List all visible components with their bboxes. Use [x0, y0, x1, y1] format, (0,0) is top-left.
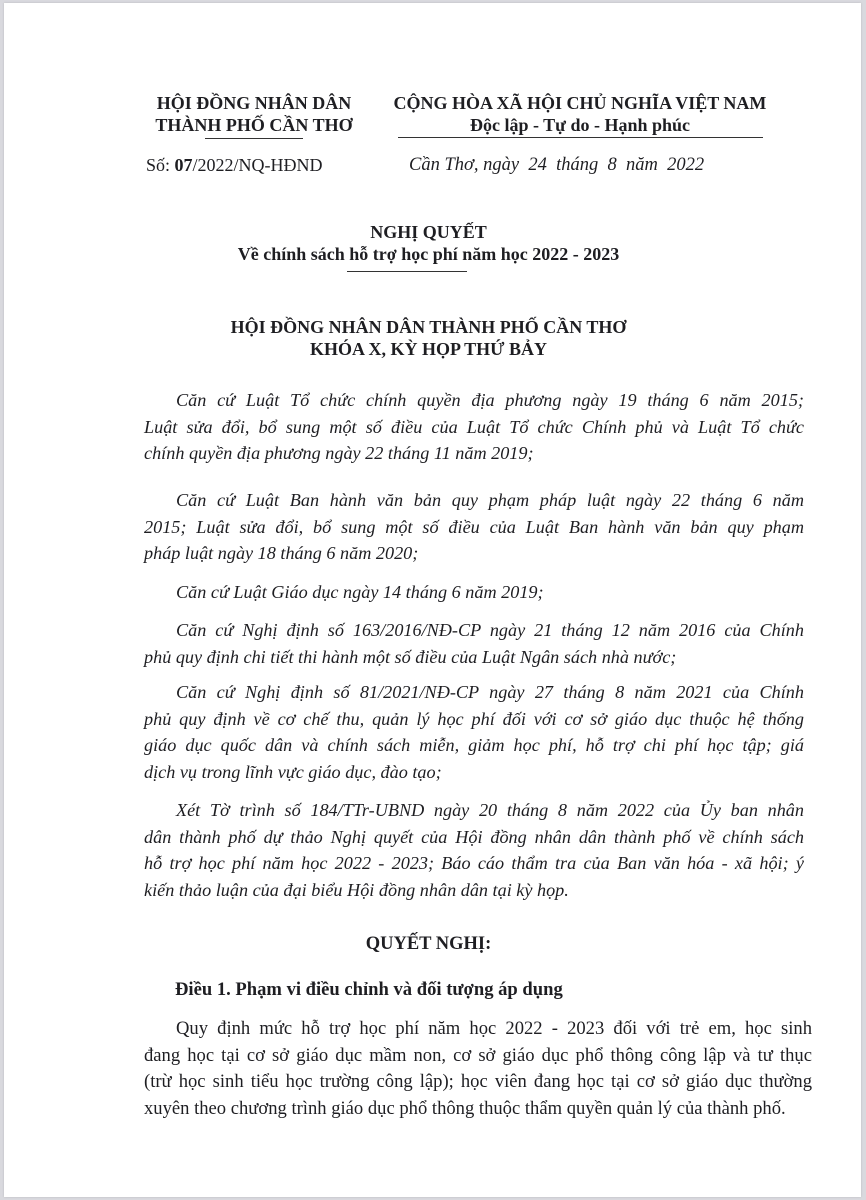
document-subject: Về chính sách hỗ trợ học phí năm học 2022 - 2023 — [237, 244, 620, 264]
legal-basis-1: Căn cứ Luật Tổ chức chính quyền địa phương ngày 19 tháng 6 năm 2015; Luật sửa đổi, bổ sung một số điều của Luật Tổ chức Chính phủ và Luật Tổ chức chính quyền địa phương ngày 22 tháng 11 năm 2019; — [144, 390, 804, 463]
decision-heading: QUYẾT NGHỊ: — [365, 934, 492, 954]
legal-basis-4: Căn cứ Nghị định số 163/2016/NĐ-CP ngày 21 tháng 12 năm 2016 của Chính phủ quy định chi tiết thi hành một số điều của Luật Ngân sách nhà nước; — [144, 620, 804, 667]
article-1-heading: Điều 1. Phạm vi điều chỉnh và đối tượng áp dụng — [175, 979, 563, 1000]
subject-underline — [347, 271, 467, 272]
document-number: Số: 07/2022/NQ-HĐND — [146, 155, 323, 175]
article-1-body: Quy định mức hỗ trợ học phí năm học 2022 - 2023 đối với trẻ em, học sinh đang học tại cơ sở giáo dục mầm non, cơ sở giáo dục phổ thông công lập và tư thục (trừ học sinh tiểu học trường công lập); học viên đang học tại cơ sở giáo dục thường xuyên theo chương trình giáo dục phổ thông thuộc thẩm quyền quản lý của thành phố. — [144, 1018, 812, 1119]
document-page — [4, 3, 861, 1197]
issuing-authority-line2: THÀNH PHỐ CẦN THƠ — [155, 115, 353, 135]
legal-basis-6: Xét Tờ trình số 184/TTr-UBND ngày 20 tháng 8 năm 2022 của Ủy ban nhân dân thành phố dự thảo Nghị quyết của Hội đồng nhân dân thành phố về chính sách hỗ trợ học phí năm học 2022 - 2023; Báo cáo thẩm tra của Ban văn hóa - xã hội; ý kiến thảo luận của đại biểu Hội đồng nhân dân tại kỳ họp. — [144, 800, 804, 900]
council-session: KHÓA X, KỲ HỌP THỨ BẢY — [309, 339, 548, 359]
legal-basis-2: Căn cứ Luật Ban hành văn bản quy phạm pháp luật ngày 22 tháng 6 năm 2015; Luật sửa đổi, bổ sung một số điều của Luật Ban hành văn bản quy phạm pháp luật ngày 18 tháng 6 năm 2020; — [144, 490, 804, 563]
national-title-line1: CỘNG HÒA XÃ HỘI CHỦ NGHĨA VIỆT NAM — [393, 93, 767, 113]
national-title — [376, 92, 784, 136]
authority-underline — [205, 138, 303, 139]
legal-basis-3: Căn cứ Luật Giáo dục ngày 14 tháng 6 năm 2019; — [176, 582, 544, 602]
legal-basis-5: Căn cứ Nghị định số 81/2021/NĐ-CP ngày 27 tháng 8 năm 2021 của Chính phủ quy định về cơ chế thu, quản lý học phí đối với cơ sở giáo dục thuộc hệ thống giáo dục quốc dân và chính sách miễn, giảm học phí, hỗ trợ chi phí học tập; giá dịch vụ trong lĩnh vực giáo dục, đào tạo; — [144, 682, 804, 782]
document-number-value: 07 — [174, 155, 193, 175]
council-name: HỘI ĐỒNG NHÂN DÂN THÀNH PHỐ CẦN THƠ — [230, 317, 627, 337]
national-motto: Độc lập - Tự do - Hạnh phúc — [469, 115, 691, 135]
document-type: NGHỊ QUYẾT — [370, 222, 487, 242]
issuing-authority — [144, 92, 364, 136]
issuing-authority-line1: HỘI ĐỒNG NHÂN DÂN — [156, 93, 352, 113]
place-date: Cần Thơ, ngày 24 tháng 8 năm 2022 — [409, 155, 705, 175]
motto-underline — [398, 137, 763, 138]
